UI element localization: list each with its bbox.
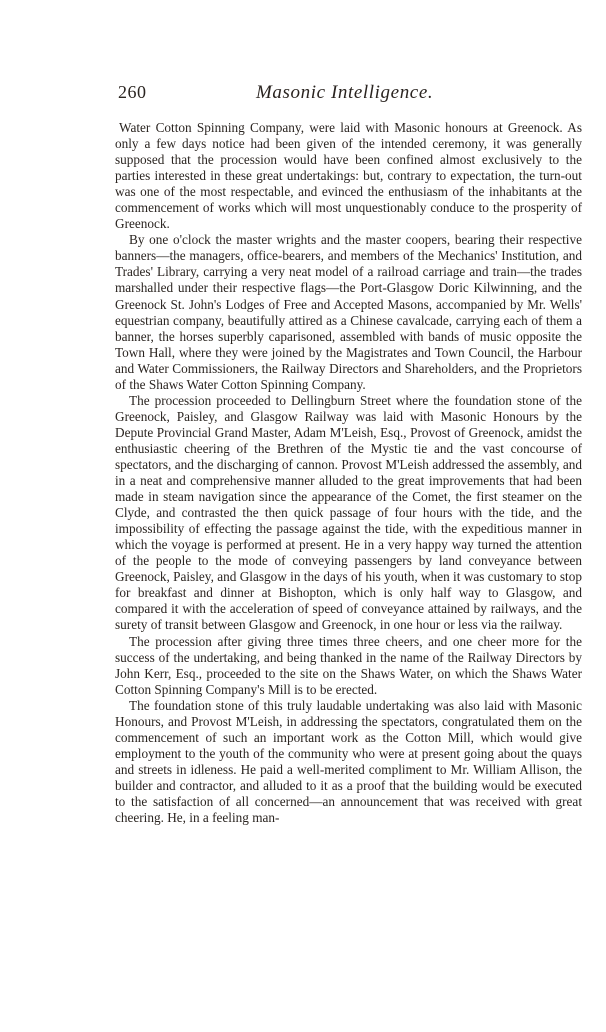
paragraph: The procession after giving three times three cheers, and one cheer more for the success of the undertaking, and being thanked in the name of the Railway Directors by John Kerr, Esq., proceeded to the site on the Shaws Water, on which the Shaws Water Cotton Spinning Company's Mill is to be erected. xyxy=(115,633,582,697)
paragraph: The procession proceeded to Dellingburn Street where the foundation stone of the Greenock, Paisley, and Glasgow Railway was laid with Masonic Honours by the Depute Provincial Grand Master, Adam M'Leish, Esq., Provost of Greenock, amidst the enthusiastic cheering of the Brethren of the Mystic tie and the vast concourse of spectators, and the discharging of cannon. Provost M'Leish addressed the assembly, and in a neat and comprehensive manner alluded to the great improvements that had been made in steam navigation since the appearance of the Comet, the first steamer on the Clyde, and contrasted the then quick passage of four hours with the tide, and the impossibility of effecting the passage against the tide, with the expeditious manner in which the voyage is performed at present. He in a very happy way turned the attention of the people to the mode of conveying passengers by land conveyance between Greenock, Paisley, and Glasgow in the days of his youth, when it was customary to stop for breakfast and dinner at Bishopton, which is only half way to Glasgow, and compared it with the acceleration of speed of conveyance attained by railways, and the surety of transit between Glasgow and Greenock, in one hour or less via the railway. xyxy=(115,392,582,633)
paragraph: Water Cotton Spinning Company, were laid with Masonic honours at Greenock. As only a few days notice had been given of the intended ceremony, it was generally supposed that the procession would have been confined almost exclusively to the parties interested in these great undertakings: but, contrary to expectation, the turn-out was one of the most respectable, and evinced the enthusiasm of the inhabitants at the commencement of works which will most unquestionably conduce to the prosperity of Greenock. xyxy=(115,120,582,232)
paragraph: By one o'clock the master wrights and the master coopers, bearing their respective banners—the managers, office-bearers, and members of the Mechanics' Institution, and Trades' Library, carrying a very neat model of a railroad carriage and train—the trades marshalled under their respective flags—the Port-Glasgow Doric Kilwinning, and the Greenock St. John's Lodges of Free and Accepted Masons, accompanied by Mr. Wells' equestrian company, beautifully attired as a Chinese cavalcade, carrying each of them a banner, the horses superbly caparisoned, assembled with bands of music opposite the Town Hall, where they were joined by the Magistrates and Town Council, the Harbour and Water Commissioners, the Railway Directors and Shareholders, and the Proprietors of the Shaws Water Cotton Spinning Company. xyxy=(115,232,582,392)
page-number: 260 xyxy=(118,82,147,102)
page-header xyxy=(118,82,583,104)
running-head: Masonic Intelligence. xyxy=(256,82,434,103)
body-text xyxy=(115,120,582,826)
paragraph: The foundation stone of this truly laudable undertaking was also laid with Masonic Honours, and Provost M'Leish, in addressing the spectators, congratulated them on the commencement of such an important work as the Cotton Mill, which would give employment to the youth of the community who were at present going about the quays and streets in idleness. He paid a well-merited compliment to Mr. William Allison, the builder and contractor, and alluded to it as a proof that the building would be executed to the satisfaction of all concerned—an announcement that was received with great cheering. He, in a feeling man- xyxy=(115,697,582,826)
